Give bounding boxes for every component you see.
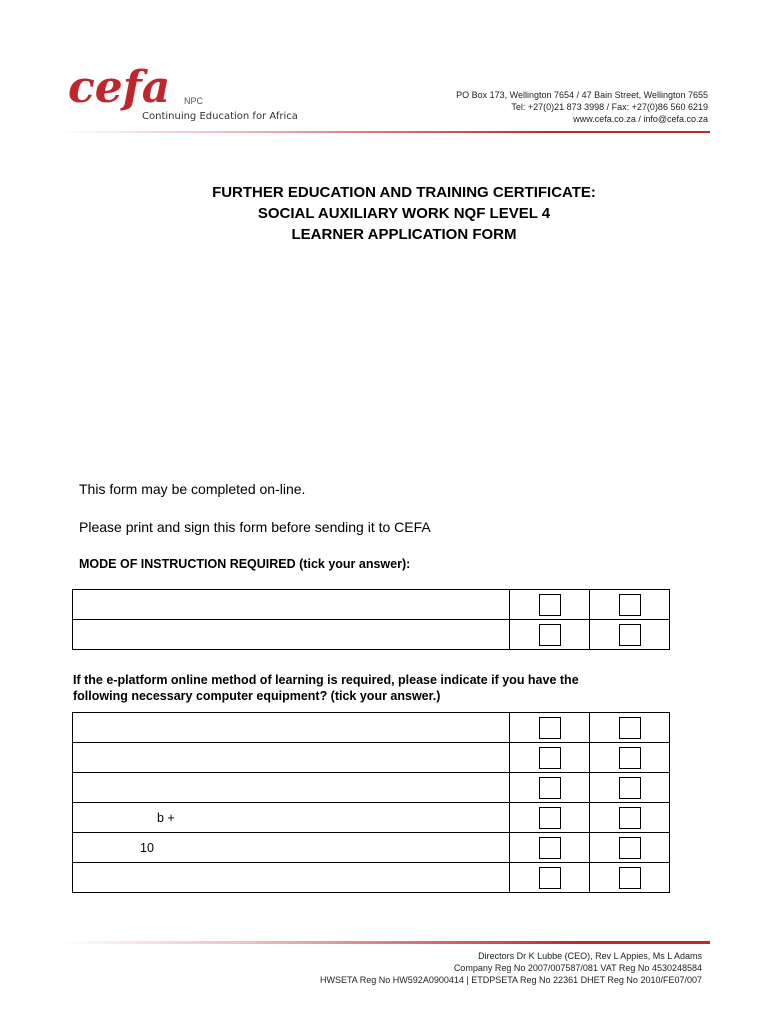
equipment-label: b + (157, 810, 175, 825)
equipment-label (73, 871, 157, 885)
mode-option-label (73, 620, 510, 650)
intro-print-note: Please print and sign this form before sending it to CEFA (79, 519, 431, 535)
equipment-5-no-checkbox[interactable] (619, 837, 641, 859)
intro-online-note: This form may be completed on-line. (79, 481, 306, 497)
equipment-label: 10 (140, 840, 154, 855)
equipment-heading (73, 672, 673, 704)
footer-seta-reg: HWSETA Reg No HW592A0900414 | ETDPSETA Reg No 22361 DHET Reg No 2010/FE07/007 (319, 975, 702, 985)
logo-npc: NPC (184, 96, 204, 106)
title-line-2: SOCIAL AUXILIARY WORK NQF LEVEL 4 (257, 205, 551, 222)
equipment-label (73, 781, 157, 795)
equipment-1-yes-checkbox[interactable] (539, 717, 561, 739)
equipment-heading-line-1: If the e-platform online method of learning is required, please indicate if you have the (73, 673, 579, 687)
equipment-5-yes-checkbox[interactable] (539, 837, 561, 859)
header-divider (60, 131, 710, 133)
mode-of-instruction-heading: MODE OF INSTRUCTION REQUIRED (tick your answer): (79, 557, 411, 571)
equipment-1-no-checkbox[interactable] (619, 717, 641, 739)
footer-registration (320, 950, 702, 986)
table-row (73, 620, 670, 650)
document-title (0, 182, 768, 245)
mode-option-1-no-checkbox[interactable] (619, 594, 641, 616)
mode-option-2-no-checkbox[interactable] (619, 624, 641, 646)
equipment-label (73, 751, 157, 765)
web-email-line: www.cefa.co.za / info@cefa.co.za (573, 114, 708, 124)
equipment-3-no-checkbox[interactable] (619, 777, 641, 799)
logo-wordmark: cefa (68, 62, 171, 113)
table-row (73, 743, 670, 773)
mode-option-1-yes-checkbox[interactable] (539, 594, 561, 616)
equipment-6-no-checkbox[interactable] (619, 867, 641, 889)
footer-directors: Directors Dr K Lubbe (CEO), Rev L Appies, Ms L Adams (478, 951, 702, 961)
table-row (73, 803, 670, 833)
table-row (73, 590, 670, 620)
contact-address (456, 89, 708, 125)
mode-option-2-yes-checkbox[interactable] (539, 624, 561, 646)
footer-divider (60, 941, 710, 944)
cefa-logo (66, 62, 298, 128)
table-row (73, 833, 670, 863)
equipment-table (72, 712, 670, 893)
equipment-3-yes-checkbox[interactable] (539, 777, 561, 799)
equipment-6-yes-checkbox[interactable] (539, 867, 561, 889)
address-line: PO Box 173, Wellington 7654 / 47 Bain Street, Wellington 7655 (456, 90, 708, 100)
footer-company-reg: Company Reg No 2007/007587/081 VAT Reg No 4530248584 (453, 963, 702, 973)
phone-line: Tel: +27(0)21 873 3998 / Fax: +27(0)86 560 6219 (511, 102, 708, 112)
mode-of-instruction-table (72, 589, 670, 650)
equipment-4-yes-checkbox[interactable] (539, 807, 561, 829)
equipment-2-yes-checkbox[interactable] (539, 747, 561, 769)
mode-option-label (73, 590, 510, 620)
equipment-label (73, 721, 157, 735)
title-line-3: LEARNER APPLICATION FORM (291, 226, 517, 243)
title-line-1: FURTHER EDUCATION AND TRAINING CERTIFICATE: (212, 184, 596, 201)
equipment-2-no-checkbox[interactable] (619, 747, 641, 769)
equipment-4-no-checkbox[interactable] (619, 807, 641, 829)
logo-tagline: Continuing Education for Africa (142, 111, 298, 122)
table-row (73, 773, 670, 803)
equipment-heading-line-2: following necessary computer equipment? (tick your answer.) (73, 689, 441, 703)
table-row (73, 863, 670, 893)
table-row (73, 713, 670, 743)
